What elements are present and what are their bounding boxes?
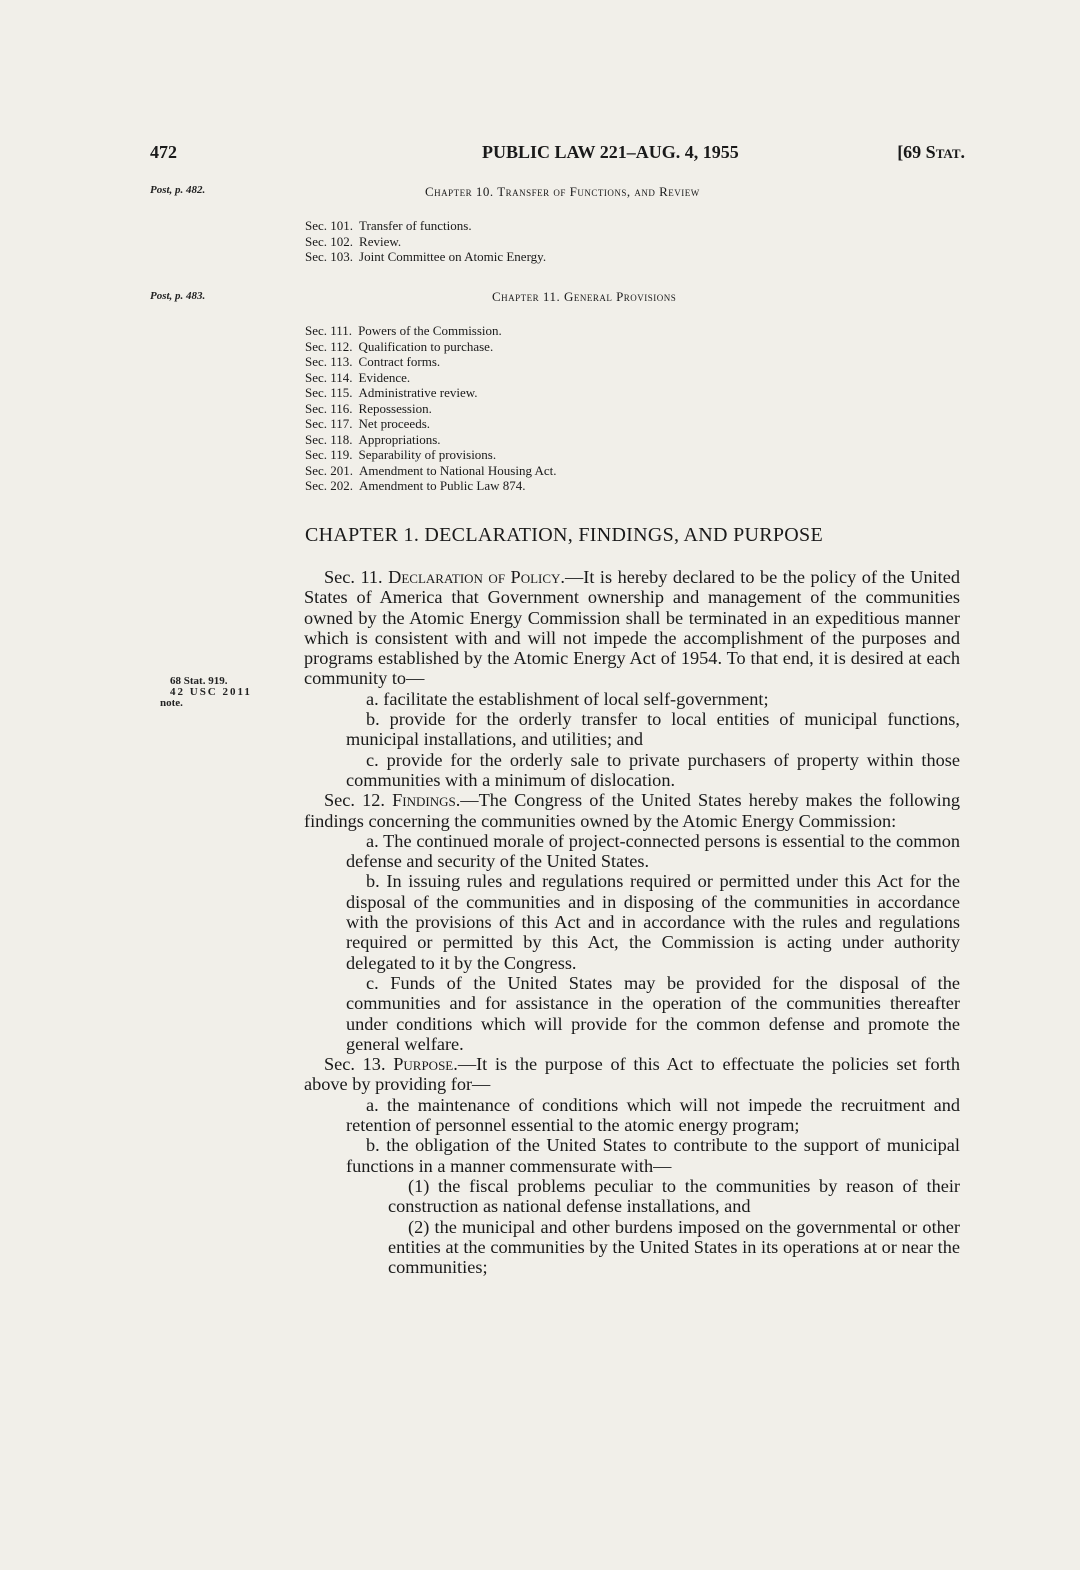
margin-note-post-483: Post, p. 483. xyxy=(150,290,206,302)
toc-row: Sec. 112. Qualification to purchase. xyxy=(305,338,494,354)
list-item: a. facilitate the establishment of local self-government; xyxy=(366,688,769,709)
citation-stat: 68 Stat. 919. xyxy=(170,675,228,687)
toc-row: Sec. 115. Administrative review. xyxy=(305,385,478,400)
list-item: b. In issuing rules and regulations required or permitted under this Act for the disposal of the communities and in disposing of the communities in accordance with the provisions of this Act and in accordance with the rules and regulations required or permitted by this Act, the Commission is acting under authority delegated to it by the Congress. xyxy=(346,871,960,973)
chapter-10-toc xyxy=(305,218,552,265)
toc-row: Sec. 103. Joint Committee on Atomic Energy. xyxy=(305,249,547,264)
page-header xyxy=(150,142,965,168)
chapter-11-heading: Chapter 11. General Provisions xyxy=(492,289,677,304)
section-heading: Declaration of Policy. xyxy=(388,567,565,587)
chapter-1-title: CHAPTER 1. DECLARATION, FINDINGS, AND PURPOSE xyxy=(305,524,823,546)
section-13-paragraph: Sec. 13. Purpose.—It is the purpose of this Act to effectuate the policies set forth above by providing for— xyxy=(304,1054,960,1095)
citation-note: note. xyxy=(160,697,183,709)
section-12-paragraph: Sec. 12. Findings.—The Congress of the United States hereby makes the following findings concerning the communities owned by the Atomic Energy Commission: xyxy=(304,790,961,831)
sub-list-item: (2) the municipal and other burdens imposed on the governmental or other entities at the communities by the United States in its operations at or near the communities; xyxy=(388,1216,960,1278)
margin-note-post-482: Post, p. 482. xyxy=(150,184,206,196)
list-item: c. provide for the orderly sale to private purchasers of property within those communities with a minimum of dislocation. xyxy=(346,749,960,790)
toc-row: Sec. 201. Amendment to National Housing Act. xyxy=(305,462,557,478)
list-item: c. Funds of the United States may be provided for the disposal of the communities and for assistance in the operation of the communities thereafter under conditions which will provide for the common defense and promote the general welfare. xyxy=(346,972,960,1054)
toc-row: Sec. 118. Appropriations. xyxy=(305,431,441,447)
section-heading: Purpose. xyxy=(393,1054,458,1075)
list-item: a. the maintenance of conditions which will not impede the recruitment and retention of personnel essential to the atomic energy program; xyxy=(346,1094,960,1136)
toc-row: Sec. 117. Net proceeds. xyxy=(305,416,431,431)
list-item: b. provide for the orderly transfer to local entities of municipal functions, municipal installations, and utilities; and xyxy=(346,709,960,750)
sub-list-item: (1) the fiscal problems peculiar to the communities by reason of their construction as national defense installations, and xyxy=(388,1175,960,1217)
statute-body xyxy=(304,567,960,1277)
chapter-11-toc xyxy=(305,323,563,494)
toc-row: Sec. 114. Evidence. xyxy=(305,369,411,385)
toc-row: Sec. 116. Repossession. xyxy=(305,400,432,416)
toc-row: Sec. 111. Powers of the Commission. xyxy=(305,323,502,338)
page-number: 472 xyxy=(150,142,177,162)
running-title: PUBLIC LAW 221–AUG. 4, 1955 xyxy=(482,142,739,162)
toc-row: Sec. 119. Separability of provisions. xyxy=(305,447,497,462)
section-heading: Findings. xyxy=(392,790,461,811)
chapter-10-heading: Chapter 10. Transfer of Functions, and Review xyxy=(425,184,700,199)
list-item: a. The continued morale of project-connected persons is essential to the common defense and security of the United States. xyxy=(346,830,960,872)
margin-citation xyxy=(160,675,252,709)
citation-usc: 42 USC 2011 xyxy=(170,686,252,698)
toc-row: Sec. 101. Transfer of functions. xyxy=(305,218,472,233)
section-11-paragraph: Sec. 11. Declaration of Policy.—It is hereby declared to be the policy of the United States of America that Government ownership and management of the communities owned by the Atomic Energy Commission shall be terminated in an expeditious manner which is consistent with and will not impede the accomplishment of the purposes and programs established by the Atomic Energy Act of 1954. To that end, it is desired at each community to— xyxy=(304,567,960,689)
list-item: b. the obligation of the United States to contribute to the support of municipal functions in a manner commensurate with— xyxy=(346,1135,960,1176)
toc-row: Sec. 102. Review. xyxy=(305,233,402,249)
volume-reference: [69 Stat. xyxy=(897,142,965,162)
toc-row: Sec. 113. Contract forms. xyxy=(305,354,441,369)
toc-row: Sec. 202. Amendment to Public Law 874. xyxy=(305,478,526,493)
